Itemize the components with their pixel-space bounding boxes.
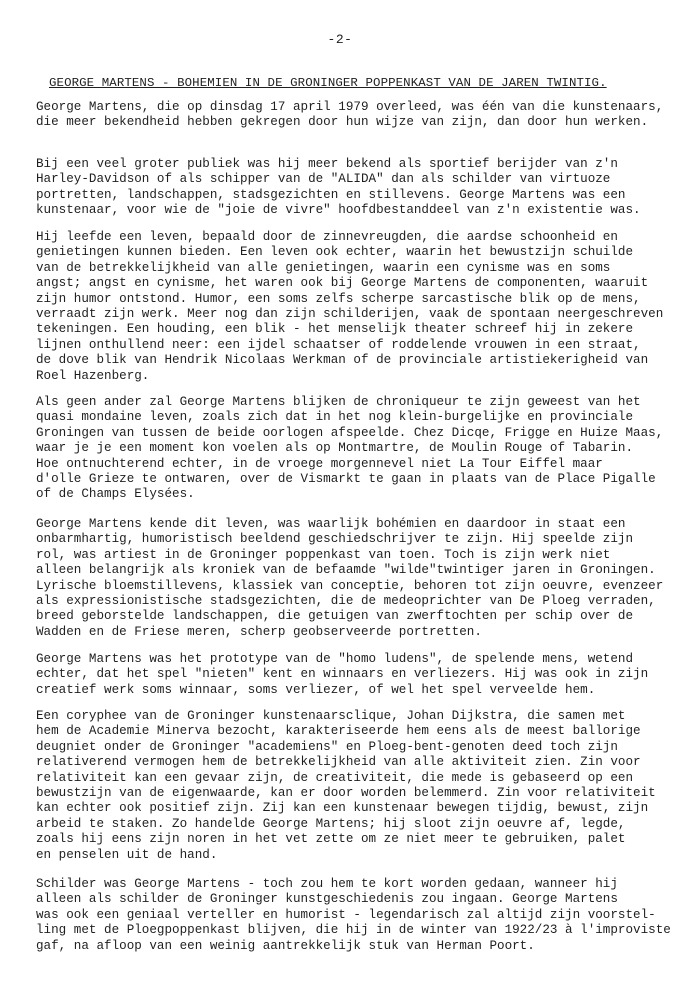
text-line: lijnen onthullend neer: een ijdel schaatser of roddelende vrouwen in een straat, bbox=[36, 337, 641, 352]
text-line: echter, dat het spel "nieten" kent en winnaars en verliezers. Hij was ook in zijn bbox=[36, 667, 649, 682]
text-line: Groningen van tussen de beide oorlogen afspeelde. Chez Dicqe, Frigge en Huize Maas, bbox=[36, 425, 664, 440]
paragraph bbox=[36, 652, 648, 698]
text-line: ling met de Ploegpoppenkast blijven, die hij in de winter van 1922/23 à l'improviste bbox=[36, 923, 671, 938]
text-line: hem de Academie Minerva bezocht, karakteriseerde hem eens als de meest ballorige bbox=[36, 724, 641, 739]
text-line: arbeid te staken. Zo handelde George Martens; hij sloot zijn oeuvre af, legde, bbox=[36, 816, 626, 831]
text-line: Schilder was George Martens - toch zou hem te kort worden gedaan, wanneer hij bbox=[36, 877, 618, 891]
text-line: portretten, landschappen, stadsgezichten en stillevens. George Martens was een bbox=[36, 187, 626, 202]
text-line: deugniet onder de Groninger "academiens" en Ploeg-bent-genoten deed toch zijn bbox=[36, 739, 618, 754]
text-line: verraadt zijn werk. Meer nog dan zijn schilderijen, vaak de spontaan neergeschreven bbox=[36, 306, 664, 321]
text-line: George Martens was het prototype van de "homo ludens", de spelende mens, wetend bbox=[36, 652, 634, 666]
text-line: Als geen ander zal George Martens blijken de chroniqueur te zijn geweest van het bbox=[36, 395, 641, 409]
text-line: zijn humor ontstond. Humor, een soms zelfs scherpe sarcastische blik op de mens, bbox=[36, 291, 641, 306]
text-line: was ook een geniaal verteller en humorist - legendarisch zal altijd zijn voorstel- bbox=[36, 907, 656, 922]
text-line: Hij leefde een leven, bepaald door de zinnevreugden, die aardse schoonheid en bbox=[36, 230, 618, 244]
text-line: kan echter ook positief zijn. Zij kan een kunstenaar bewegen tijdig, bewust, zijn bbox=[36, 801, 649, 816]
text-line: relativerend vermogen hem de betrekkelijkheid van alle aktiviteit zien. Zin voor bbox=[36, 755, 641, 770]
paragraph bbox=[36, 230, 663, 384]
text-line: Hoe ontnuchterend echter, in de vroege morgennevel niet La Tour Eiffel maar bbox=[36, 456, 603, 471]
page-number: -2- bbox=[327, 32, 353, 47]
text-line: of de Champs Elysées. bbox=[36, 487, 195, 502]
text-line: onbarmhartig, humoristisch beeldend geschiedschrijver te zijn. Hij speelde zijn bbox=[36, 532, 634, 547]
text-line: gaf, na afloop van een weinig aantrekkelijk stuk van Herman Poort. bbox=[36, 938, 535, 953]
text-line: van de betrekkelijkheid van alle genietingen, waarin een cynisme was en soms bbox=[36, 260, 611, 275]
text-line: angst; angst en cynisme, het waren ook bij George Martens de componenten, waaruit bbox=[36, 276, 649, 291]
article-title: GEORGE MARTENS - BOHEMIEN IN DE GRONINGER POPPENKAST VAN DE JAREN TWINTIG. bbox=[49, 76, 607, 90]
text-line: Wadden en de Friese meren, scherp geobserveerde portretten. bbox=[36, 624, 482, 639]
paragraph bbox=[36, 395, 663, 503]
text-line: Lyrische bloemstillevens, klassiek van conceptie, behoren tot zijn oeuvre, evenzeer bbox=[36, 578, 664, 593]
text-line: die meer bekendheid hebben gekregen door hun wijze van zijn, dan door hun werken. bbox=[36, 115, 649, 130]
text-line: George Martens, die op dinsdag 17 april 1979 overleed, was één van die kunstenaars, bbox=[36, 100, 664, 114]
paragraph bbox=[36, 877, 671, 954]
text-line: Harley-Davidson of als schipper van de "ALIDA" dan als schilder van virtuoze bbox=[36, 172, 611, 187]
text-line: als expressionistische stadsgezichten, die de medeoprichter van De Ploeg verraden, bbox=[36, 593, 656, 608]
paragraph bbox=[36, 157, 641, 219]
text-line: rol, was artiest in de Groninger poppenkast van toen. Toch is zijn werk niet bbox=[36, 547, 611, 562]
text-line: creatief werk soms winnaar, soms verliezer, of wel het spel verveelde hem. bbox=[36, 682, 596, 697]
text-line: alleen als schilder de Groninger kunstgeschiedenis zou ingaan. George Martens bbox=[36, 892, 618, 907]
text-line: breed geborstelde landschappen, die getuigen van zwerftochten per schip over de bbox=[36, 609, 634, 624]
paragraph bbox=[36, 100, 663, 131]
text-line: alleen belangrijk als kroniek van de befaamde "wilde"twintiger jaren in Groningen. bbox=[36, 563, 656, 578]
text-line: d'olle Grieze te ontwaren, over de Vismarkt te gaan in plaats van de Place Pigalle bbox=[36, 471, 656, 486]
text-line: tekeningen. Een houding, een blik - het menselijk theater schreef hij in zekere bbox=[36, 322, 634, 337]
text-line: kunstenaar, voor wie de "joie de vivre" hoofdbestanddeel van z'n existentie was. bbox=[36, 203, 641, 218]
text-line: Een coryphee van de Groninger kunstenaarsclique, Johan Dijkstra, die samen met bbox=[36, 709, 626, 723]
text-line: de dove blik van Hendrik Nicolaas Werkman of de provinciale artistiekerigheid van bbox=[36, 353, 649, 368]
text-line: waar je je een moment kon voelen als op Montmartre, de Moulin Rouge of Tabarin. bbox=[36, 441, 634, 456]
text-line: en penselen uit de hand. bbox=[36, 847, 218, 862]
text-line: zoals hij eens zijn noren in het vet zette om ze niet meer te gebruiken, palet bbox=[36, 832, 626, 847]
text-line: genietingen kunnen bieden. Een leven ook echter, waarin het bewustzijn schuilde bbox=[36, 245, 634, 260]
paragraph bbox=[36, 709, 656, 863]
text-line: Bij een veel groter publiek was hij meer bekend als sportief berijder van z'n bbox=[36, 157, 618, 171]
paragraph bbox=[36, 517, 663, 640]
text-line: relativiteit kan een gevaar zijn, de creativiteit, die mede is gebaseerd op een bbox=[36, 770, 634, 785]
text-line: bewustzijn van de eigenwaarde, kan er door worden belemmerd. Zin voor relativiteit bbox=[36, 785, 656, 800]
text-line: quasi mondaine leven, zoals zich dat in het nog klein-burgelijke en provinciale bbox=[36, 410, 634, 425]
text-line: George Martens kende dit leven, was waarlijk bohémien en daardoor in staat een bbox=[36, 517, 626, 531]
text-line: Roel Hazenberg. bbox=[36, 368, 150, 383]
